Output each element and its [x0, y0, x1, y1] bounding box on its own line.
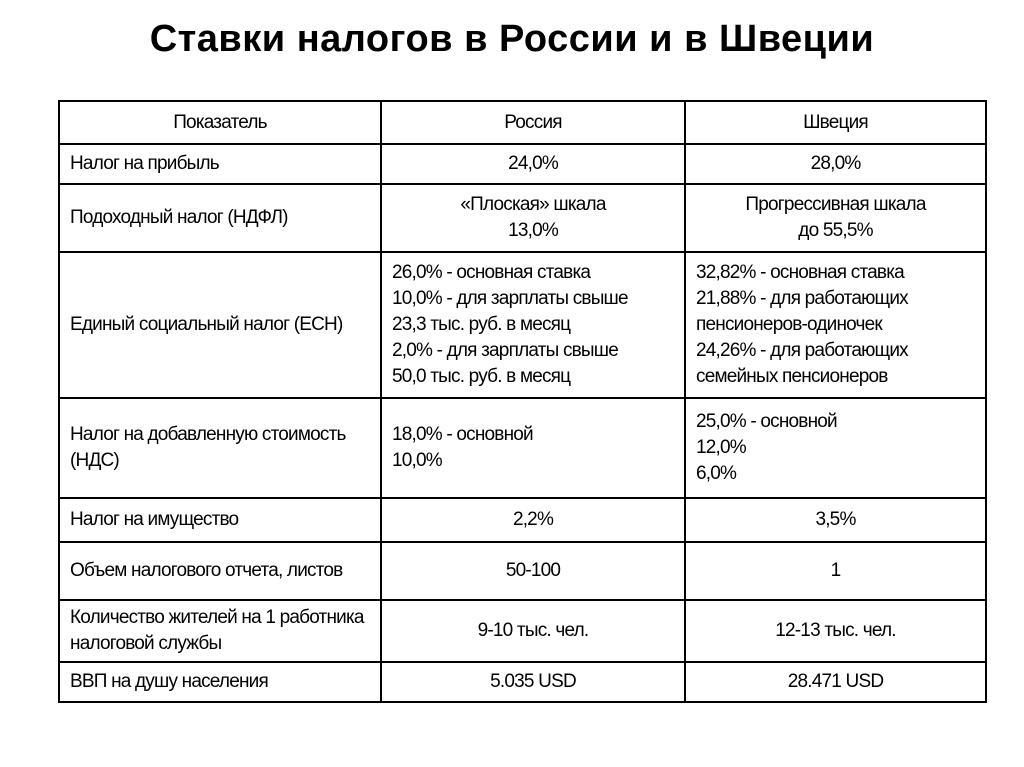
table-row: [59, 662, 986, 702]
table-row: [59, 542, 986, 600]
page-title: Ставки налогов в России и в Швеции: [149, 18, 875, 60]
sweden-value: 28.471 USD: [787, 671, 884, 692]
russia-cell: [381, 498, 685, 542]
russia-value: 10,0% - для зарплаты свыше: [392, 288, 628, 309]
russia-value: 10,0%: [392, 450, 442, 471]
header-indicator: Показатель: [59, 101, 381, 144]
indicator-cell: Налог на прибыль: [59, 144, 381, 184]
russia-cell: [381, 662, 685, 702]
sweden-value: 1: [830, 560, 841, 581]
russia-value: 50-100: [505, 560, 561, 581]
sweden-value: Прогрессивная шкала: [745, 194, 926, 215]
table-row: [59, 252, 986, 398]
russia-cell: [381, 184, 685, 252]
sweden-value: 24,26% - для работающих: [696, 340, 908, 361]
sweden-cell: [685, 542, 986, 600]
sweden-value: 12,0%: [696, 437, 746, 458]
sweden-value: 6,0%: [696, 463, 737, 484]
sweden-value: 12-13 тыс. чел.: [775, 620, 896, 641]
sweden-cell: [685, 498, 986, 542]
russia-value: 18,0% - основной: [392, 424, 533, 445]
russia-value: «Плоская» шкала: [460, 194, 606, 215]
sweden-value: 3,5%: [815, 509, 856, 530]
russia-value: 50,0 тыс. руб. в месяц: [392, 366, 571, 387]
table-row: [59, 398, 986, 498]
table-row: [59, 184, 986, 252]
russia-value: 9-10 тыс. чел.: [477, 620, 589, 641]
table-row: [59, 144, 986, 184]
header-russia: Россия: [381, 101, 685, 144]
header-sweden: Швеция: [685, 101, 986, 144]
indicator-cell: Объем налогового отчета, листов: [59, 542, 381, 600]
sweden-cell: [685, 398, 986, 498]
sweden-value: пенсионеров-одиночек: [696, 314, 882, 335]
sweden-cell: [685, 662, 986, 702]
russia-value: 24,0%: [508, 153, 558, 174]
sweden-value: 25,0% - основной: [696, 411, 837, 432]
indicator-cell: Подоходный налог (НДФЛ): [59, 184, 381, 252]
indicator-cell: Количество жителей на 1 работника налоговой службы: [59, 600, 381, 662]
indicator-cell: Единый социальный налог (ЕСН): [59, 252, 381, 398]
table-row: [59, 498, 986, 542]
russia-cell: [381, 600, 685, 662]
russia-value: 2,2%: [512, 509, 554, 530]
tax-rates-table: [58, 100, 987, 703]
sweden-value: 21,88% - для работающих: [696, 288, 908, 309]
table-header-row: [59, 101, 986, 144]
russia-value: 5.035 USD: [490, 671, 576, 692]
sweden-cell: [685, 184, 986, 252]
sweden-cell: [685, 600, 986, 662]
sweden-value: до 55,5%: [798, 220, 873, 241]
sweden-cell: [685, 144, 986, 184]
russia-cell: [381, 252, 685, 398]
russia-cell: [381, 398, 685, 498]
table-row: [59, 600, 986, 662]
sweden-value: 32,82% - основная ставка: [696, 262, 904, 283]
russia-cell: [381, 542, 685, 600]
sweden-value: семейных пенсионеров: [696, 366, 888, 387]
russia-value: 2,0% - для зарплаты свыше: [392, 340, 618, 361]
russia-value: 23,3 тыс. руб. в месяц: [392, 314, 571, 335]
sweden-value: 28,0%: [810, 153, 861, 174]
indicator-cell: Налог на добавленную стоимость (НДС): [59, 398, 381, 498]
indicator-cell: ВВП на душу населения: [59, 662, 381, 702]
indicator-cell: Налог на имущество: [59, 498, 381, 542]
russia-value: 26,0% - основная ставка: [392, 262, 591, 283]
russia-value: 13,0%: [508, 220, 558, 241]
sweden-cell: [685, 252, 986, 398]
russia-cell: [381, 144, 685, 184]
